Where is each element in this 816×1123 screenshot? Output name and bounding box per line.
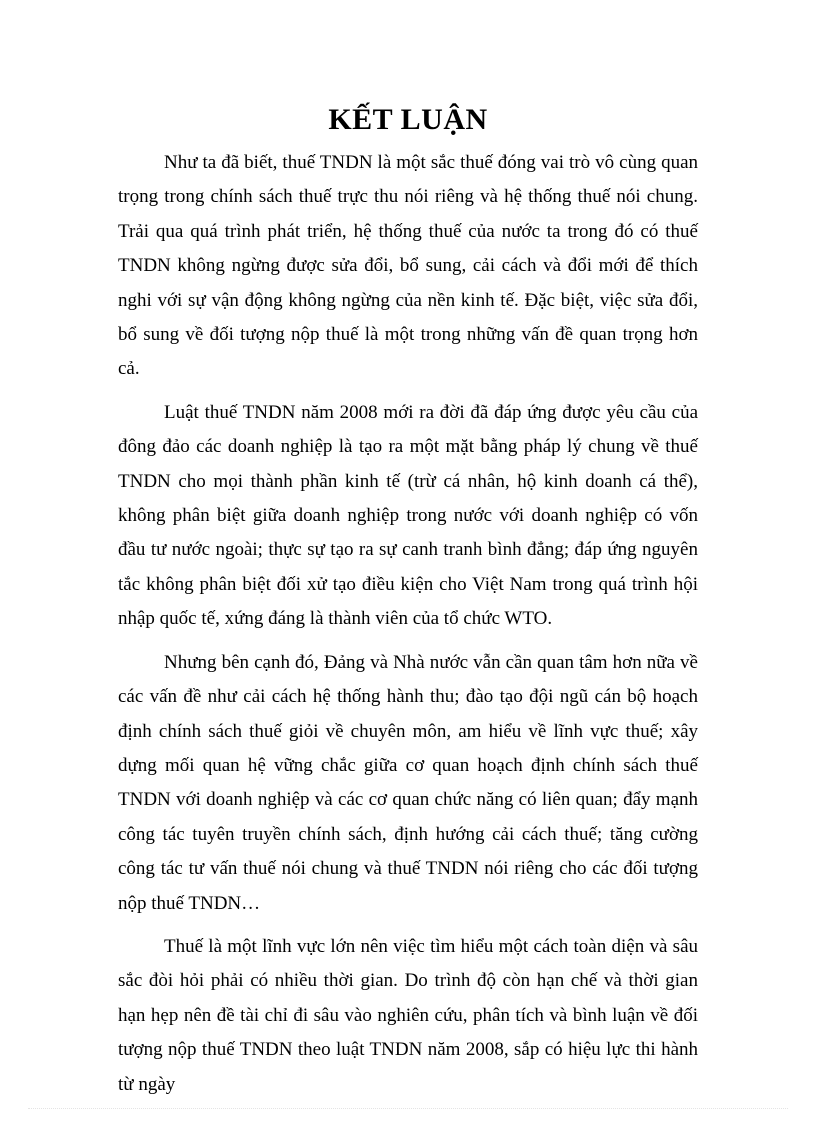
paragraph-4: Thuế là một lĩnh vực lớn nên việc tìm hiểu một cách toàn diện và sâu sắc đòi hỏi phải có nhiều thời gian. Do trình độ còn hạn chế và thời gian hạn hẹp nên đề tài chỉ đi sâu vào nghiên cứu, phân tích và bình luận về đối tượng nộp thuế TNDN theo luật TNDN năm 2008, sắp có hiệu lực thi hành từ ngày bbox=[118, 935, 698, 1095]
page-title: KẾT LUẬN bbox=[328, 103, 488, 136]
paragraph-1: Như ta đã biết, thuế TNDN là một sắc thuế đóng vai trò vô cùng quan trọng trong chính sách thuế trực thu nói riêng và hệ thống thuế nói chung. Trải qua quá trình phát triển, hệ thống thuế của nước ta trong đó có thuế TNDN không ngừng được sửa đổi, bổ sung, cải cách và đổi mới để thích nghi với sự vận động không ngừng của nền kinh tế. Đặc biệt, việc sửa đổi, bổ sung về đối tượng nộp thuế là một trong những vấn đề quan trọng hơn cả. bbox=[118, 152, 698, 380]
body-text bbox=[118, 146, 698, 1102]
paragraph-3: Nhưng bên cạnh đó, Đảng và Nhà nước vẫn cần quan tâm hơn nữa về các vấn đề như cải cách hệ thống hành thu; đào tạo đội ngũ cán bộ hoạch định chính sách thuế giỏi về chuyên môn, am hiểu về lĩnh vực thuế; xây dựng mối quan hệ vững chắc giữa cơ quan hoạch định chính sách thuế TNDN với doanh nghiệp và các cơ quan chức năng có liên quan; đẩy mạnh công tác tuyên truyền chính sách, định hướng cải cách thuế; tăng cường công tác tư vấn thuế nói chung và thuế TNDN nói riêng cho các đối tượng nộp thuế TNDN… bbox=[118, 651, 698, 914]
paragraph-2: Luật thuế TNDN năm 2008 mới ra đời đã đáp ứng được yêu cầu của đông đảo các doanh nghiệp là tạo ra một mặt bằng pháp lý chung về thuế TNDN cho mọi thành phần kinh tế (trừ cá nhân, hộ kinh doanh cá thể), không phân biệt giữa doanh nghiệp trong nước với doanh nghiệp có vốn đầu tư nước ngoài; thực sự tạo ra sự canh tranh bình đẳng; đáp ứng nguyên tắc không phân biệt đối xử tạo điều kiện cho Việt Nam trong quá trình hội nhập quốc tế, xứng đáng là thành viên của tổ chức WTO. bbox=[118, 401, 698, 630]
page-bottom-divider bbox=[28, 1108, 788, 1109]
